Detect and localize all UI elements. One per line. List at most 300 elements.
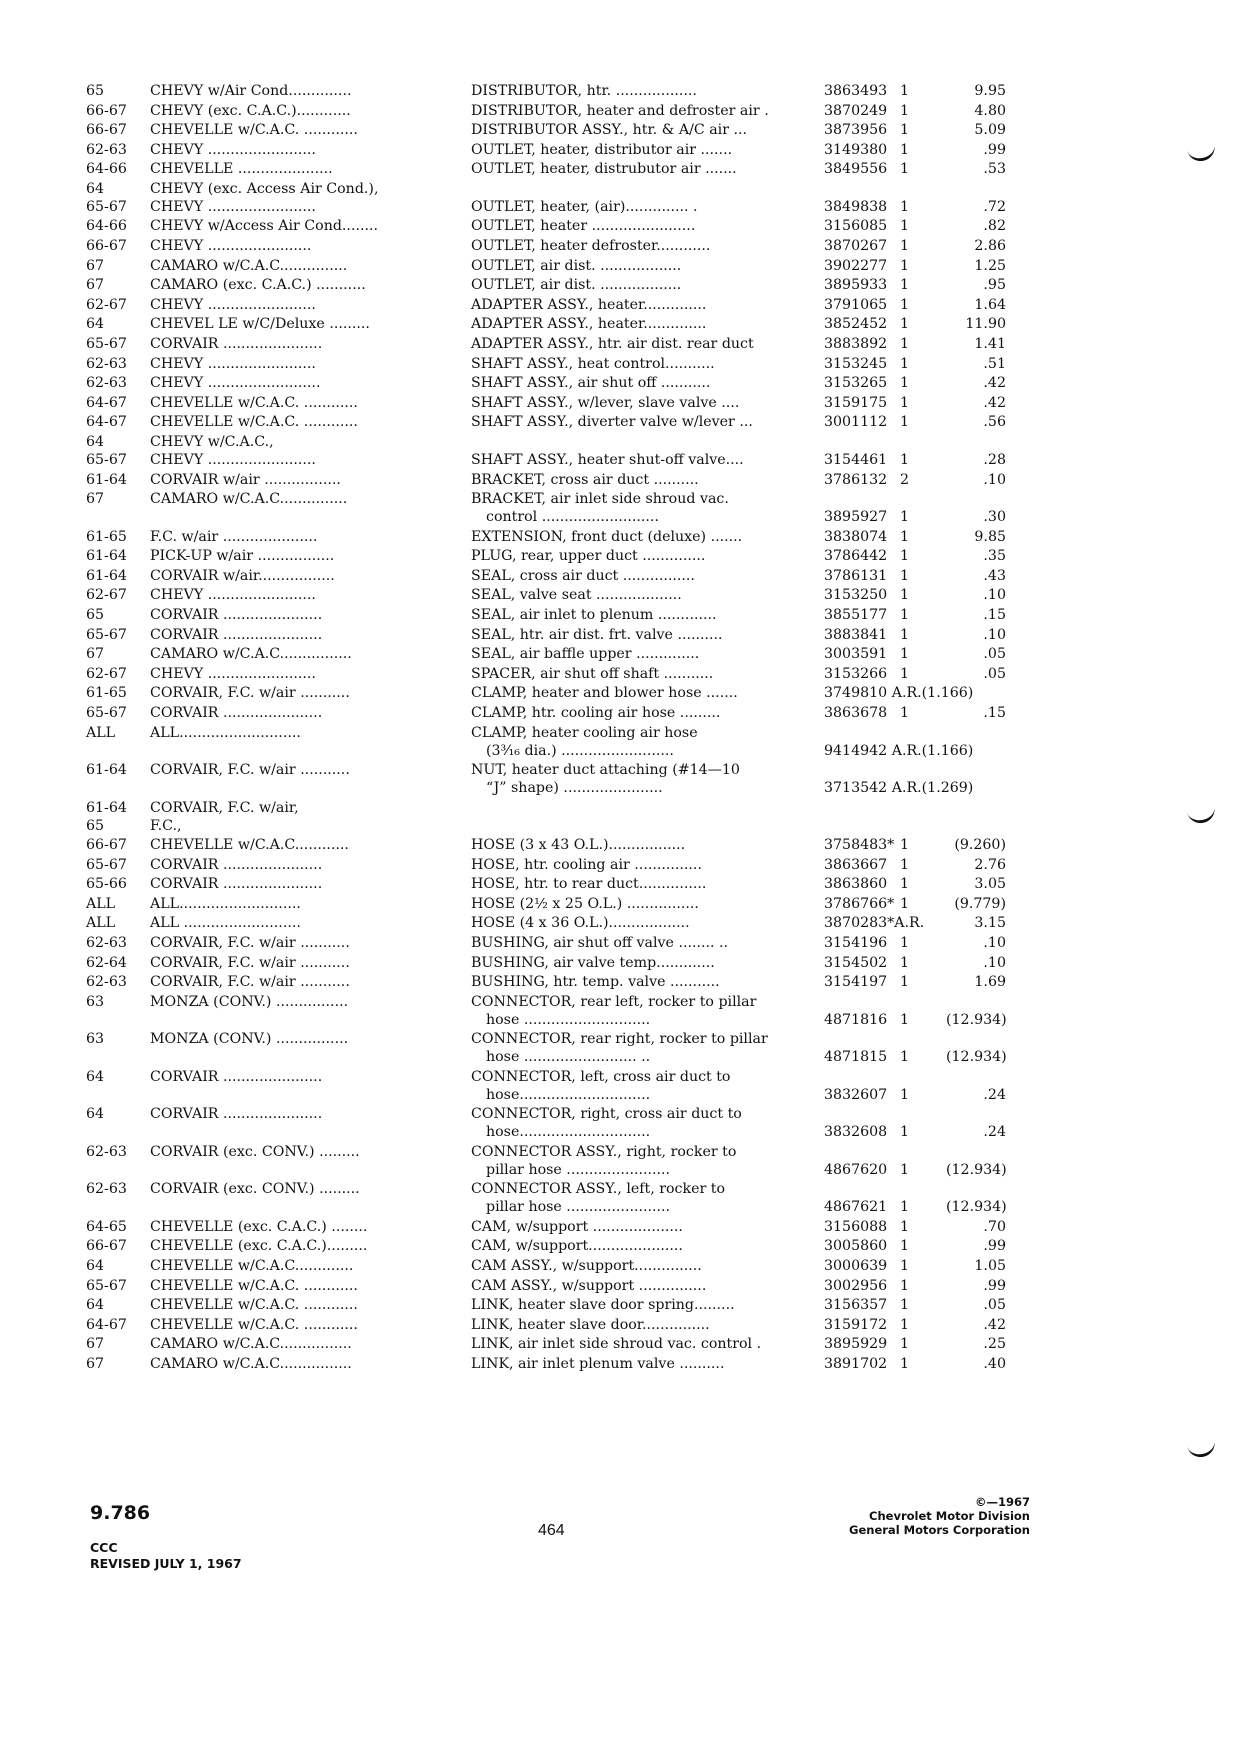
part-row — [86, 914, 1016, 934]
part-number: 3883841 — [824, 626, 888, 643]
price: .99 — [983, 1277, 1006, 1294]
part-description: hose ......................... .. — [486, 1049, 651, 1066]
model-name: CORVAIR ...................... — [150, 876, 323, 893]
part-row — [86, 875, 1016, 895]
part-row — [86, 217, 1016, 237]
part-row — [86, 973, 1016, 993]
part-number: 3159175 — [824, 394, 888, 411]
model-name: F.C. w/air ..................... — [150, 528, 318, 545]
part-description: CAM, w/support..................... — [471, 1238, 683, 1255]
model-name: CORVAIR, F.C. w/air ........... — [150, 935, 350, 951]
model-name: CHEVY ........................ — [150, 587, 316, 604]
year-range: 64 — [86, 180, 105, 197]
year-range: 65-66 — [86, 876, 127, 893]
part-number: 4871816 — [824, 1011, 888, 1028]
price: 5.09 — [974, 122, 1006, 139]
price: (12.934) — [946, 1199, 1007, 1216]
price: 9.95 — [974, 83, 1006, 99]
year-range: 65-67 — [86, 198, 127, 215]
model-name: CHEVY (exc. Access Air Cond.), — [150, 180, 379, 197]
part-number: 3149380 — [824, 141, 888, 158]
quantity: 1 — [900, 646, 910, 663]
quantity: 1 — [900, 935, 910, 951]
year-range: 64 — [86, 1068, 105, 1085]
part-description: LINK, heater slave door spring......... — [471, 1297, 735, 1314]
year-range: 62-67 — [86, 587, 127, 604]
part-row — [86, 1180, 1016, 1218]
quantity: 1 — [900, 606, 910, 623]
model-name: CORVAIR w/air................. — [150, 567, 335, 584]
division-name: Chevrolet Motor Division — [869, 1509, 1030, 1523]
price: .05 — [983, 646, 1006, 663]
year-range: 67 — [86, 277, 105, 294]
part-number: 3154197 — [824, 974, 888, 991]
part-description: BUSHING, air shut off valve ........ .. — [471, 935, 729, 951]
quantity: 1 — [900, 83, 910, 99]
part-description: OUTLET, heater ....................... — [471, 218, 696, 235]
year-range: 62-63 — [86, 935, 127, 951]
price: .82 — [983, 218, 1006, 235]
part-description: ADAPTER ASSY., heater.............. — [471, 316, 707, 333]
price: .51 — [983, 355, 1006, 372]
quantity: 1 — [900, 548, 910, 565]
part-row — [86, 257, 1016, 277]
year-range: 63 — [86, 1031, 105, 1048]
quantity: 1 — [900, 1124, 910, 1141]
part-number: 3154502 — [824, 954, 888, 971]
model-name: CHEVELLE w/C.A.C............. — [150, 1257, 354, 1274]
model-name: CHEVELLE w/C.A.C. ............ — [150, 1277, 358, 1294]
part-description: (3³⁄₁₆ dia.) ......................... — [486, 742, 674, 759]
year-range: 67 — [86, 646, 105, 663]
footer-left — [90, 1502, 242, 1572]
part-row — [86, 856, 1016, 876]
price: 4.80 — [974, 102, 1006, 119]
part-row — [86, 799, 1016, 837]
part-row — [86, 82, 1016, 102]
part-description: CLAMP, heater cooling air hose — [471, 724, 698, 741]
model-name: CORVAIR ...................... — [150, 856, 323, 873]
quantity: 1 — [900, 587, 910, 604]
part-number: 3156088 — [824, 1218, 888, 1235]
footer-right — [780, 1495, 1030, 1537]
year-range: 62-64 — [86, 954, 127, 971]
part-row — [86, 934, 1016, 954]
price: .10 — [983, 587, 1006, 604]
model-name: CORVAIR ...................... — [150, 336, 323, 353]
price: 9.85 — [974, 528, 1006, 545]
year-range: 65 — [86, 83, 105, 99]
quantity: 1 — [900, 1277, 910, 1294]
year-range: 62-63 — [86, 1143, 127, 1160]
part-number: 3156357 — [824, 1297, 888, 1314]
price: 3.15 — [974, 915, 1006, 932]
year-range: ALL — [86, 724, 116, 741]
price: (12.934) — [946, 1161, 1007, 1178]
quantity: 1 — [900, 974, 910, 991]
part-description: LINK, air inlet side shroud vac. control . — [471, 1336, 762, 1353]
part-description: OUTLET, heater defroster............ — [471, 238, 711, 255]
price: .30 — [983, 509, 1006, 526]
part-row — [86, 394, 1016, 414]
model-name: CHEVY w/C.A.C., — [150, 434, 274, 450]
quantity: 1 — [900, 509, 910, 526]
price: .25 — [983, 1336, 1006, 1353]
model-name: MONZA (CONV.) ................ — [150, 993, 349, 1010]
part-description: PLUG, rear, upper duct .............. — [471, 548, 706, 565]
part-number: 3000639 — [824, 1257, 888, 1274]
price: (12.934) — [946, 1049, 1007, 1066]
price: .28 — [983, 452, 1006, 468]
part-number: 3749810 A.R.(1.166) — [824, 685, 974, 702]
page-number: 464 — [538, 1522, 565, 1539]
part-number: 3891702 — [824, 1355, 888, 1372]
quantity: 1 — [900, 141, 910, 158]
quantity: 1 — [900, 238, 910, 255]
part-row — [86, 315, 1016, 335]
part-description: SEAL, air baffle upper .............. — [471, 646, 700, 663]
part-description: hose............................. — [486, 1086, 651, 1103]
quantity: 1 — [900, 161, 910, 178]
model-name: ALL .......................... — [150, 915, 301, 932]
part-row — [86, 102, 1016, 122]
quantity: 1 — [900, 1336, 910, 1353]
part-row — [86, 160, 1016, 180]
part-description: DISTRIBUTOR ASSY., htr. & A/C air ... — [471, 122, 748, 139]
quantity: 1 — [900, 1011, 910, 1028]
model-name: CORVAIR (exc. CONV.) ......... — [150, 1181, 360, 1198]
part-row — [86, 993, 1016, 1031]
part-number: 3870283*A.R. — [824, 915, 925, 932]
price: .70 — [983, 1218, 1006, 1235]
part-number: 3758483* — [824, 837, 895, 854]
quantity: 1 — [900, 837, 910, 854]
part-row — [86, 471, 1016, 491]
model-name: CHEVY ........................ — [150, 665, 316, 682]
quantity: 1 — [900, 414, 910, 431]
part-number: 3001112 — [824, 414, 888, 431]
price: .43 — [983, 567, 1006, 584]
part-number: 3713542 A.R.(1.269) — [824, 780, 974, 797]
quantity: 1 — [900, 296, 910, 313]
price: .10 — [983, 471, 1006, 488]
part-number: 3005860 — [824, 1238, 888, 1255]
quantity: 1 — [900, 704, 910, 721]
part-row — [86, 1316, 1016, 1336]
part-description: OUTLET, heater, (air).............. . — [471, 198, 698, 215]
model-name: CORVAIR, F.C. w/air, — [150, 799, 299, 816]
model-name: CHEVELLE w/C.A.C............ — [150, 837, 349, 854]
part-description: OUTLET, heater, distrubutor air ....... — [471, 161, 737, 178]
model-name: CORVAIR (exc. CONV.) ......... — [150, 1143, 360, 1160]
part-number: 3791065 — [824, 296, 888, 313]
part-row — [86, 374, 1016, 394]
part-row — [86, 1257, 1016, 1277]
part-row — [86, 606, 1016, 626]
part-number: 3154196 — [824, 935, 888, 951]
part-number: 4867620 — [824, 1161, 888, 1178]
price: .24 — [983, 1086, 1006, 1103]
price: .42 — [983, 394, 1006, 411]
quantity: 1 — [900, 528, 910, 545]
part-number: 3895927 — [824, 509, 888, 526]
quantity: 1 — [900, 355, 910, 372]
year-range: 63 — [86, 993, 105, 1010]
price: .53 — [983, 161, 1006, 178]
part-number: 3003591 — [824, 646, 888, 663]
year-range: 62-63 — [86, 974, 127, 991]
part-number: 3156085 — [824, 218, 888, 235]
model-name: CAMARO w/C.A.C............... — [150, 257, 348, 274]
part-description: BRACKET, cross air duct .......... — [471, 471, 699, 488]
part-number: 3832607 — [824, 1086, 888, 1103]
price: 2.76 — [974, 856, 1006, 873]
part-description: HOSE (3 x 43 O.L.)................. — [471, 837, 686, 854]
year-range: 61-64 — [86, 471, 127, 488]
part-row — [86, 761, 1016, 799]
part-row — [86, 724, 1016, 762]
model-name: CHEVY ......................... — [150, 375, 321, 392]
part-row — [86, 1030, 1016, 1068]
part-description: CONNECTOR, right, cross air duct to — [471, 1106, 742, 1123]
part-description: SHAFT ASSY., diverter valve w/lever ... — [471, 414, 753, 431]
part-row — [86, 433, 1016, 471]
year-range: 64 — [86, 1297, 105, 1314]
parts-list — [86, 82, 1016, 1375]
model-name: MONZA (CONV.) ................ — [150, 1031, 349, 1048]
model-name: CAMARO (exc. C.A.C.) ........... — [150, 277, 366, 294]
part-number: 3786131 — [824, 567, 888, 584]
year-range: 65-67 — [86, 626, 127, 643]
model-name: CORVAIR, F.C. w/air ........... — [150, 685, 350, 702]
price: .99 — [983, 141, 1006, 158]
year-range: ALL — [86, 915, 116, 932]
model-name: ALL........................... — [150, 895, 301, 912]
part-number: 4867621 — [824, 1199, 888, 1216]
part-description: CLAMP, heater and blower hose ....... — [471, 685, 738, 702]
year-range: 64-66 — [86, 161, 127, 178]
part-description: NUT, heater duct attaching (#14—10 — [471, 762, 740, 779]
year-range: 65 — [86, 817, 105, 834]
part-number: 3870249 — [824, 102, 888, 119]
price: (9.260) — [954, 837, 1006, 854]
part-row — [86, 180, 1016, 218]
model-name: CORVAIR w/air ................. — [150, 471, 341, 488]
model-name: CHEVELLE w/C.A.C. ............ — [150, 394, 358, 411]
part-description: ADAPTER ASSY., heater.............. — [471, 296, 707, 313]
price: 11.90 — [965, 316, 1006, 333]
model-name: ALL........................... — [150, 724, 301, 741]
part-description: CAM ASSY., w/support............... — [471, 1257, 702, 1274]
year-range: 64 — [86, 1257, 105, 1274]
part-number: 3863678 — [824, 704, 888, 721]
model-name: CORVAIR, F.C. w/air ........... — [150, 974, 350, 991]
part-row — [86, 490, 1016, 528]
part-number: 3832608 — [824, 1124, 888, 1141]
quantity: 1 — [900, 626, 910, 643]
part-number: 3159172 — [824, 1316, 888, 1333]
quantity: 1 — [900, 1049, 910, 1066]
year-range: 62-63 — [86, 375, 127, 392]
year-range: 66-67 — [86, 1238, 127, 1255]
part-description: CONNECTOR ASSY., left, rocker to — [471, 1181, 726, 1198]
model-name: CHEVY (exc. C.A.C.)............ — [150, 102, 351, 119]
part-description: hose............................. — [486, 1124, 651, 1141]
year-range: 67 — [86, 1336, 105, 1353]
model-name: CHEVELLE (exc. C.A.C.) ........ — [150, 1218, 368, 1235]
quantity: 1 — [900, 122, 910, 139]
part-number: 3902277 — [824, 257, 888, 274]
part-number: 3002956 — [824, 1277, 888, 1294]
quantity: 1 — [900, 567, 910, 584]
price: .24 — [983, 1124, 1006, 1141]
model-name: CHEVY ........................ — [150, 355, 316, 372]
part-number: 9414942 A.R.(1.166) — [824, 742, 974, 759]
binding-mark — [1187, 805, 1218, 825]
part-description: SHAFT ASSY., heater shut-off valve.... — [471, 452, 744, 468]
model-name: CAMARO w/C.A.C................ — [150, 1355, 352, 1372]
model-name: CAMARO w/C.A.C................ — [150, 1336, 352, 1353]
part-number: 3852452 — [824, 316, 888, 333]
quantity: 1 — [900, 218, 910, 235]
part-row — [86, 626, 1016, 646]
year-range: 64-67 — [86, 1316, 127, 1333]
quantity: 1 — [900, 1161, 910, 1178]
price: 1.64 — [974, 296, 1006, 313]
corporation-name: General Motors Corporation — [849, 1523, 1030, 1537]
part-number: 3849838 — [824, 198, 888, 215]
price: .15 — [983, 704, 1006, 721]
part-description: CONNECTOR, rear right, rocker to pillar — [471, 1031, 768, 1048]
part-number: 3863493 — [824, 83, 888, 99]
quantity: 1 — [900, 336, 910, 353]
quantity: 1 — [900, 394, 910, 411]
part-description: CAM ASSY., w/support ............... — [471, 1277, 707, 1294]
year-range: 62-63 — [86, 1181, 127, 1198]
quantity: 1 — [900, 198, 910, 215]
part-number: 3873956 — [824, 122, 888, 139]
year-range: 66-67 — [86, 102, 127, 119]
part-row — [86, 237, 1016, 257]
part-description: HOSE, htr. cooling air ............... — [471, 856, 702, 873]
part-description: CAM, w/support .................... — [471, 1218, 683, 1235]
price: .42 — [983, 1316, 1006, 1333]
price: .05 — [983, 665, 1006, 682]
part-number: 3849556 — [824, 161, 888, 178]
part-description: SEAL, htr. air dist. frt. valve .......... — [471, 626, 723, 643]
quantity: 1 — [900, 1355, 910, 1372]
part-number: 3153265 — [824, 375, 888, 392]
price: .10 — [983, 954, 1006, 971]
model-name: PICK-UP w/air ................. — [150, 548, 335, 565]
part-row — [86, 1068, 1016, 1106]
part-number: 3883892 — [824, 336, 888, 353]
year-range: 61-64 — [86, 548, 127, 565]
year-range: 66-67 — [86, 238, 127, 255]
part-number: 3153266 — [824, 665, 888, 682]
year-range: 62-63 — [86, 355, 127, 372]
part-row — [86, 1218, 1016, 1238]
part-row — [86, 335, 1016, 355]
part-row — [86, 704, 1016, 724]
part-row — [86, 1237, 1016, 1257]
year-range: 61-65 — [86, 685, 127, 702]
year-range: 62-67 — [86, 296, 127, 313]
part-number: 3786132 — [824, 471, 888, 488]
year-range: 64-66 — [86, 218, 127, 235]
part-description: CONNECTOR, rear left, rocker to pillar — [471, 993, 757, 1010]
year-range: 61-64 — [86, 799, 127, 816]
quantity: 1 — [900, 257, 910, 274]
copyright: ©—1967 — [974, 1495, 1030, 1509]
year-range: 62-67 — [86, 665, 127, 682]
part-description: SHAFT ASSY., heat control........... — [471, 355, 715, 372]
year-range: 64 — [86, 316, 105, 333]
part-row — [86, 1335, 1016, 1355]
part-row — [86, 276, 1016, 296]
part-description: SEAL, cross air duct ................ — [471, 567, 695, 584]
part-row — [86, 895, 1016, 915]
part-description: SEAL, air inlet to plenum ............. — [471, 606, 717, 623]
model-name: CORVAIR, F.C. w/air ........... — [150, 954, 350, 971]
year-range: 65-67 — [86, 336, 127, 353]
part-row — [86, 567, 1016, 587]
part-description: HOSE (2½ x 25 O.L.) ................ — [471, 895, 699, 912]
part-description: OUTLET, air dist. .................. — [471, 257, 682, 274]
model-name: CORVAIR ...................... — [150, 626, 323, 643]
part-description: SHAFT ASSY., w/lever, slave valve .... — [471, 394, 740, 411]
part-description: SEAL, valve seat ................... — [471, 587, 682, 604]
part-description: BRACKET, air inlet side shroud vac. — [471, 491, 729, 508]
quantity: 1 — [900, 1257, 910, 1274]
quantity: 1 — [900, 1238, 910, 1255]
year-range: 64-67 — [86, 414, 127, 431]
part-number: 3895929 — [824, 1336, 888, 1353]
model-name: CORVAIR ...................... — [150, 1106, 323, 1123]
model-name: CHEVY w/Air Cond.............. — [150, 83, 352, 99]
part-number: 3870267 — [824, 238, 888, 255]
quantity: 1 — [900, 665, 910, 682]
year-range: 61-64 — [86, 567, 127, 584]
price: (12.934) — [946, 1011, 1007, 1028]
price: 1.41 — [974, 336, 1006, 353]
price: 3.05 — [974, 876, 1006, 893]
model-name: CHEVELLE w/C.A.C. ............ — [150, 122, 358, 139]
part-number: 3863667 — [824, 856, 888, 873]
price: .10 — [983, 626, 1006, 643]
year-range: 65-67 — [86, 704, 127, 721]
price: .56 — [983, 414, 1006, 431]
part-description: OUTLET, air dist. .................. — [471, 277, 682, 294]
year-range: 67 — [86, 491, 105, 508]
year-range: 66-67 — [86, 122, 127, 139]
model-name: CHEVELLE w/C.A.C. ............ — [150, 1316, 358, 1333]
part-row — [86, 547, 1016, 567]
quantity: 1 — [900, 452, 910, 468]
quantity: 2 — [900, 471, 910, 488]
part-description: BUSHING, air valve temp............. — [471, 954, 715, 971]
part-row — [86, 665, 1016, 685]
model-name: CHEVELLE (exc. C.A.C.)......... — [150, 1238, 368, 1255]
year-range: 64 — [86, 1106, 105, 1123]
price: .40 — [983, 1355, 1006, 1372]
part-description: SPACER, air shut off shaft ........... — [471, 665, 714, 682]
year-range: 61-64 — [86, 762, 127, 779]
quantity: 1 — [900, 1316, 910, 1333]
quantity: 1 — [900, 1218, 910, 1235]
year-range: 64 — [86, 434, 105, 450]
year-range: 64-67 — [86, 394, 127, 411]
